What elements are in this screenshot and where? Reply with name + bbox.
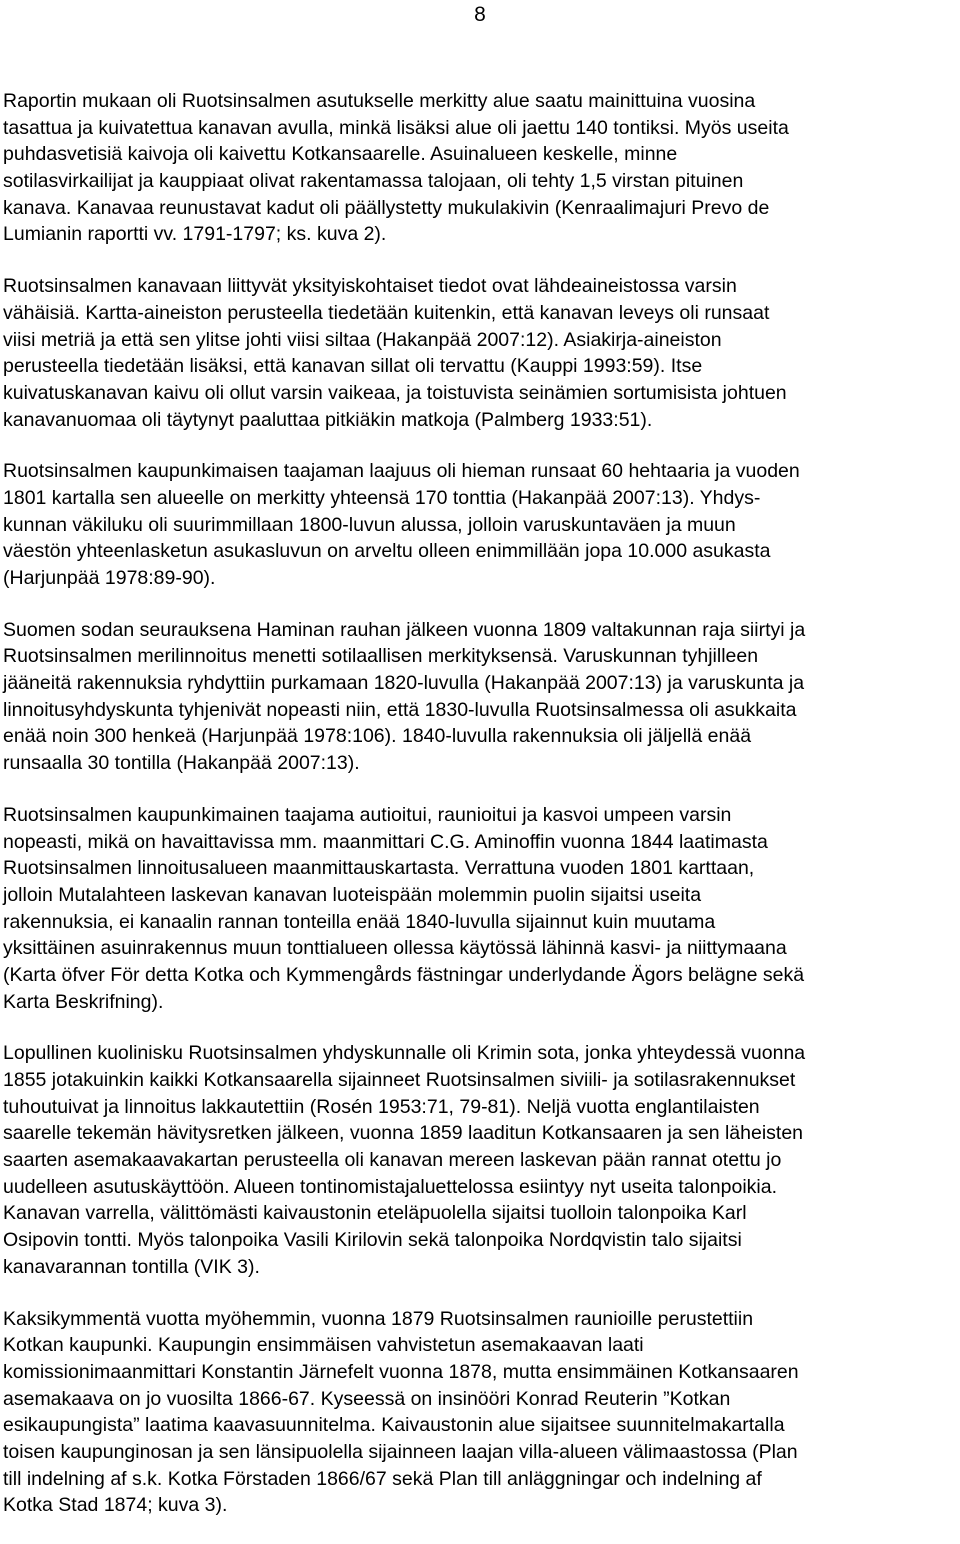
text-line: asemakaava on jo vuosilta 1866-67. Kyseessä on insinööri Konrad Reuterin ”Kotkan [3, 1387, 731, 1410]
text-line: Osipovin tontti. Myös talonpoika Vasili Kirilovin sekä talonpoika Nordqvistin talo sijaitsi [3, 1229, 742, 1252]
text-line: Ruotsinsalmen kaupunkimainen taajama autioitui, raunioitui ja kasvoi umpeen varsin [3, 803, 732, 826]
text-line: kuivatuskanavan kaivu oli ollut varsin vaikeaa, ja toistuvista seinämien sortumisista johtuen [3, 381, 787, 404]
paragraph-7 [3, 1306, 959, 1520]
paragraph-1 [3, 88, 959, 248]
text-line: puhdasvetisiä kaivoja oli kaivettu Kotkansaarelle. Asuinalueen keskelle, minne [3, 143, 678, 166]
text-line: yksittäinen asuinrakennus muun tonttialueen ollessa käytössä lähinnä kasvi- ja niittymaana [3, 937, 787, 960]
text-line: Lopullinen kuolinisku Ruotsinsalmen yhdyskunnalle oli Krimin sota, jonka yhteydessä vuonna [3, 1042, 806, 1065]
paragraph-6 [3, 1040, 959, 1280]
text-line: kanava. Kanavaa reunustavat kadut oli päällystetty mukulakivin (Kenraalimajuri Prevo de [3, 196, 770, 219]
text-line: (Harjunpää 1978:89-90). [3, 567, 216, 589]
text-line: kanavanuomaa oli täytynyt paaluttaa pitkiäkin matkoja (Palmberg 1933:51). [3, 408, 653, 431]
text-line: Suomen sodan seurauksena Haminan rauhan jälkeen vuonna 1809 valtakunnan raja siirtyi ja [3, 618, 806, 641]
text-line: enää noin 300 henkeä (Harjunpää 1978:106). 1840-luvulla rakennuksia oli jäljellä enää [3, 725, 752, 748]
text-line: 1855 jotakuinkin kaikki Kotkansaarella sijainneet Ruotsinsalmen siviili- ja sotilasrakennukset [3, 1069, 796, 1091]
paragraph-4 [3, 617, 959, 777]
text-line: Raportin mukaan oli Ruotsinsalmen asutukselle merkitty alue saatu mainittuina vuosina [3, 90, 756, 112]
text-line: uudelleen asutuskäyttöön. Alueen tontinomistajaluettelossa esiintyy nyt useita talonpoikia. [3, 1175, 777, 1198]
text-line: rakennuksia, ei kanaalin rannan tonteilla enää 1840-luvulla sijainnut kuin muutama [3, 910, 716, 933]
text-line: Ruotsinsalmen merilinnoitus menetti sotilaallisen merkityksensä. Varuskunnan tyhjilleen [3, 645, 759, 668]
text-line: (Karta öfver För detta Kotka och Kymmengårds fästningar underlydande Ägors belägne sekä [3, 963, 805, 986]
text-line: Kaksikymmentä vuotta myöhemmin, vuonna 1879 Ruotsinsalmen raunioille perustettiin [3, 1307, 754, 1330]
text-line: perusteella tiedetään lisäksi, että kanavan sillat oli tervattu (Kauppi 1993:59). Itse [3, 355, 703, 378]
text-line: komissionimaanmittari Konstantin Järnefelt vuonna 1878, mutta ensimmäinen Kotkansaaren [3, 1360, 799, 1383]
text-line: nopeasti, mikä on havaittavissa mm. maanmittari C.G. Aminoffin vuonna 1844 laatimasta [3, 830, 768, 853]
text-line: esikaupungista” laatima kaavasuunnitelma. Kaivaustonin alue sijaitsee suunnitelmakartalla [3, 1414, 785, 1437]
text-line: Karta Beskrifning). [3, 990, 164, 1013]
text-line: Kotkan kaupunki. Kaupungin ensimmäisen vahvistetun asemakaavan laati [3, 1334, 644, 1357]
text-line: tasattua ja kuivatettua kanavan avulla, minkä lisäksi alue oli jaettu 140 tontiksi. Myös useita [3, 116, 789, 139]
text-line: runsaalla 30 tontilla (Hakanpää 2007:13). [3, 752, 360, 775]
page-number: 8 [474, 3, 486, 26]
text-line: Kotka Stad 1874; kuva 3). [3, 1494, 228, 1517]
text-line: linnoitusyhdyskunta tyhjenivät nopeasti niin, että 1830-luvulla Ruotsinsalmessa oli asukkaita [3, 698, 797, 721]
text-line: saarten asemakaavakartan perusteella oli kanavan mereen laskevan pään rannat otettu jo [3, 1149, 782, 1172]
text-line: till indelning af s.k. Kotka Förstaden 1866/67 sekä Plan till anläggningar och indelning af [3, 1467, 762, 1490]
text-line: viisi metriä ja että sen ylitse johti viisi siltaa (Hakanpää 2007:12). Asiakirja-aineiston [3, 328, 722, 351]
paragraph-5 [3, 802, 959, 1016]
text-line: 1801 kartalla sen alueelle on merkitty yhteensä 170 tonttia (Hakanpää 2007:13). Yhdys- [3, 486, 761, 509]
text-line: Kanavan varrella, välittömästi kaivaustonin eteläpuolella sijaitsi tuolloin talonpoika Karl [3, 1202, 747, 1225]
text-line: toisen kaupunginosan ja sen länsipuolella sijainneen laajan villa-alueen välimaastossa (Plan [3, 1440, 798, 1463]
document-body [3, 88, 959, 1544]
text-line: kunnan väkiluku oli suurimmillaan 1800-luvun alussa, jolloin varuskuntaväen ja muun [3, 513, 736, 536]
text-line: jääneitä rakennuksia ryhdyttiin purkamaan 1820-luvulla (Hakanpää 2007:13) ja varuskunta ja [3, 672, 805, 695]
text-line: sotilasvirkailijat ja kauppiaat olivat rakentamassa talojaan, oli tehty 1,5 virstan pituinen [3, 170, 744, 193]
text-line: saarelle tekemän hävitysretken jälkeen, vuonna 1859 laaditun Kotkansaaren ja sen läheisten [3, 1122, 804, 1145]
text-line: väestön yhteenlasketun asukasluvun on arveltu olleen enimmillään jopa 10.000 asukasta [3, 540, 771, 563]
text-line: kanavarannan tontilla (VIK 3). [3, 1255, 260, 1278]
paragraph-2 [3, 273, 959, 433]
text-line: Ruotsinsalmen kaupunkimaisen taajaman laajuus oli hieman runsaat 60 hehtaaria ja vuoden [3, 460, 800, 483]
text-line: jolloin Mutalahteen laskevan kanavan luoteispään molemmin puolin sijaitsi useita [3, 883, 702, 906]
text-line: Lumianin raportti vv. 1791-1797; ks. kuva 2). [3, 223, 387, 246]
text-line: vähäisiä. Kartta-aineiston perusteella tiedetään kuitenkin, että kanavan leveys oli runsaat [3, 301, 770, 324]
text-line: tuhoutuivat ja linnoitus lakkautettiin (Rosén 1953:71, 79-81). Neljä vuotta englantilaisten [3, 1095, 760, 1118]
paragraph-3 [3, 458, 959, 591]
text-line: Ruotsinsalmen linnoitusalueen maanmittauskartasta. Verrattuna vuoden 1801 karttaan, [3, 857, 755, 880]
text-line: Ruotsinsalmen kanavaan liittyvät yksityiskohtaiset tiedot ovat lähdeaineistossa varsin [3, 275, 737, 298]
